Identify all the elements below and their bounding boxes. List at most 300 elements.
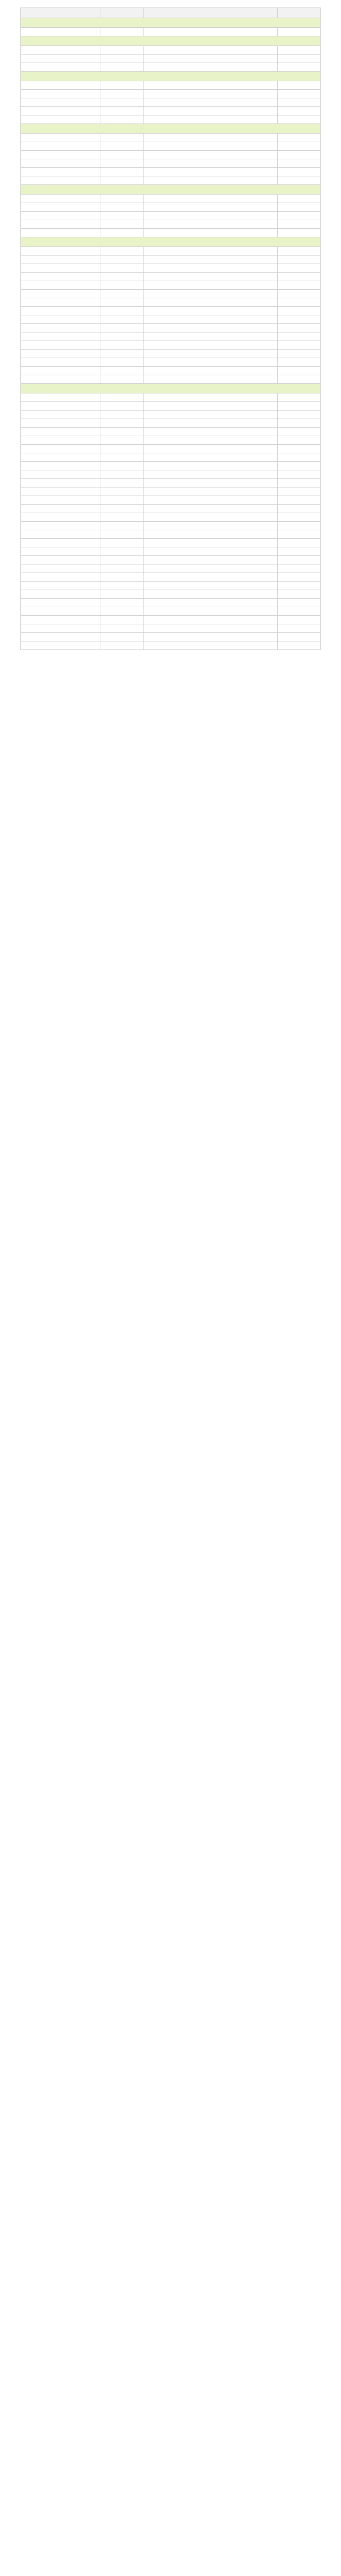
cell-status <box>278 522 321 530</box>
cell-name <box>21 445 101 453</box>
table-row <box>21 203 321 212</box>
cell-name <box>21 453 101 462</box>
table-row <box>21 393 321 402</box>
cell-owner <box>101 203 144 212</box>
table-row <box>21 341 321 350</box>
cell-status <box>278 324 321 332</box>
cell-address <box>144 462 278 470</box>
cell-address <box>144 445 278 453</box>
cell-address <box>144 411 278 419</box>
column-header-address <box>144 8 278 18</box>
table-row <box>21 513 321 522</box>
cell-address <box>144 530 278 539</box>
cell-address <box>144 220 278 229</box>
cell-address <box>144 264 278 273</box>
cell-address <box>144 115 278 124</box>
cell-owner <box>101 134 144 142</box>
cell-name <box>21 358 101 367</box>
table-row <box>21 556 321 564</box>
cell-address <box>144 229 278 237</box>
cell-name <box>21 616 101 624</box>
cell-name <box>21 81 101 90</box>
table-row <box>21 273 321 281</box>
cell-name <box>21 462 101 470</box>
cell-owner <box>101 462 144 470</box>
table-row <box>21 90 321 98</box>
table-row <box>21 616 321 624</box>
cell-name <box>21 479 101 488</box>
cell-name <box>21 256 101 264</box>
cell-address <box>144 273 278 281</box>
cell-address <box>144 307 278 315</box>
cell-owner <box>101 641 144 650</box>
cell-owner <box>101 530 144 539</box>
cell-address <box>144 63 278 72</box>
cell-status <box>278 556 321 564</box>
cell-address <box>144 402 278 411</box>
section-title <box>21 384 321 393</box>
cell-owner <box>101 496 144 505</box>
cell-name <box>21 641 101 650</box>
cell-owner <box>101 470 144 479</box>
table-row <box>21 212 321 220</box>
cell-address <box>144 539 278 547</box>
table-row <box>21 281 321 290</box>
cell-owner <box>101 599 144 607</box>
cell-owner <box>101 256 144 264</box>
table-row <box>21 229 321 237</box>
cell-owner <box>101 556 144 564</box>
cell-owner <box>101 168 144 176</box>
cell-name <box>21 633 101 641</box>
cell-owner <box>101 488 144 496</box>
table-row <box>21 55 321 63</box>
cell-owner <box>101 332 144 341</box>
cell-status <box>278 28 321 36</box>
cell-address <box>144 290 278 298</box>
cell-status <box>278 168 321 176</box>
table-row <box>21 220 321 229</box>
table-header <box>21 8 321 18</box>
cell-status <box>278 220 321 229</box>
cell-owner <box>101 315 144 324</box>
cell-name <box>21 624 101 633</box>
cell-owner <box>101 151 144 159</box>
cell-name <box>21 411 101 419</box>
table-row <box>21 151 321 159</box>
cell-name <box>21 107 101 115</box>
table-row <box>21 176 321 185</box>
cell-status <box>278 264 321 273</box>
cell-name <box>21 590 101 599</box>
cell-owner <box>101 607 144 616</box>
cell-owner <box>101 107 144 115</box>
cell-status <box>278 436 321 445</box>
table-row <box>21 428 321 436</box>
cell-name <box>21 350 101 358</box>
cell-name <box>21 229 101 237</box>
cell-status <box>278 513 321 522</box>
cell-status <box>278 582 321 590</box>
cell-address <box>144 624 278 633</box>
section-header <box>21 124 321 134</box>
cell-address <box>144 107 278 115</box>
table-row <box>21 436 321 445</box>
table-row <box>21 358 321 367</box>
cell-owner <box>101 436 144 445</box>
cell-address <box>144 159 278 168</box>
cell-address <box>144 582 278 590</box>
cell-status <box>278 411 321 419</box>
cell-name <box>21 341 101 350</box>
cell-status <box>278 624 321 633</box>
cell-owner <box>101 81 144 90</box>
cell-address <box>144 256 278 264</box>
table-row <box>21 290 321 298</box>
table-row <box>21 256 321 264</box>
cell-address <box>144 203 278 212</box>
cell-status <box>278 488 321 496</box>
column-header-owner <box>101 8 144 18</box>
cell-owner <box>101 142 144 151</box>
cell-status <box>278 256 321 264</box>
cell-owner <box>101 616 144 624</box>
section-title <box>21 237 321 247</box>
cell-owner <box>101 247 144 256</box>
cell-address <box>144 176 278 185</box>
table-row <box>21 247 321 256</box>
cell-status <box>278 81 321 90</box>
table-row <box>21 159 321 168</box>
section-title <box>21 72 321 81</box>
cell-owner <box>101 411 144 419</box>
cell-name <box>21 63 101 72</box>
cell-owner <box>101 428 144 436</box>
cell-address <box>144 419 278 428</box>
cell-name <box>21 522 101 530</box>
cell-address <box>144 522 278 530</box>
cell-name <box>21 55 101 63</box>
cell-owner <box>101 55 144 63</box>
cell-owner <box>101 505 144 513</box>
cell-address <box>144 641 278 650</box>
table-row <box>21 573 321 582</box>
cell-status <box>278 341 321 350</box>
cell-address <box>144 195 278 203</box>
cell-owner <box>101 307 144 315</box>
table-row <box>21 332 321 341</box>
cell-address <box>144 599 278 607</box>
cell-name <box>21 115 101 124</box>
cell-name <box>21 607 101 616</box>
table-row <box>21 264 321 273</box>
cell-name <box>21 307 101 315</box>
cell-address <box>144 607 278 616</box>
cell-owner <box>101 564 144 573</box>
cell-status <box>278 505 321 513</box>
cell-status <box>278 63 321 72</box>
table-row <box>21 445 321 453</box>
cell-owner <box>101 522 144 530</box>
cell-owner <box>101 582 144 590</box>
column-header-status <box>278 8 321 18</box>
cell-name <box>21 513 101 522</box>
cell-name <box>21 488 101 496</box>
cell-name <box>21 281 101 290</box>
cell-name <box>21 159 101 168</box>
cell-status <box>278 107 321 115</box>
cell-address <box>144 134 278 142</box>
cell-owner <box>101 358 144 367</box>
cell-status <box>278 607 321 616</box>
cell-address <box>144 564 278 573</box>
cell-address <box>144 298 278 307</box>
table-row <box>21 590 321 599</box>
cell-owner <box>101 375 144 384</box>
cell-status <box>278 98 321 107</box>
cell-status <box>278 445 321 453</box>
cell-address <box>144 90 278 98</box>
table-row <box>21 547 321 556</box>
cell-name <box>21 419 101 428</box>
cell-status <box>278 590 321 599</box>
cell-status <box>278 315 321 324</box>
cell-owner <box>101 98 144 107</box>
cell-name <box>21 134 101 142</box>
cell-address <box>144 350 278 358</box>
table-row <box>21 419 321 428</box>
cell-name <box>21 402 101 411</box>
cell-name <box>21 539 101 547</box>
table-row <box>21 496 321 505</box>
table-row <box>21 115 321 124</box>
cell-address <box>144 367 278 375</box>
table-row <box>21 168 321 176</box>
cell-owner <box>101 367 144 375</box>
cell-owner <box>101 341 144 350</box>
cell-name <box>21 195 101 203</box>
table-row <box>21 134 321 142</box>
cell-name <box>21 315 101 324</box>
cell-status <box>278 496 321 505</box>
cell-name <box>21 324 101 332</box>
cell-status <box>278 358 321 367</box>
cell-address <box>144 470 278 479</box>
cell-owner <box>101 195 144 203</box>
cell-address <box>144 616 278 624</box>
cell-address <box>144 168 278 176</box>
table-row <box>21 633 321 641</box>
section-header <box>21 72 321 81</box>
cell-address <box>144 81 278 90</box>
cell-status <box>278 212 321 220</box>
section-title <box>21 36 321 46</box>
cell-name <box>21 505 101 513</box>
table-row <box>21 641 321 650</box>
table-row <box>21 28 321 36</box>
cell-name <box>21 290 101 298</box>
cell-status <box>278 530 321 539</box>
cell-address <box>144 505 278 513</box>
section-title <box>21 18 321 28</box>
cell-owner <box>101 547 144 556</box>
cell-address <box>144 332 278 341</box>
cell-status <box>278 115 321 124</box>
cell-address <box>144 28 278 36</box>
cell-name <box>21 151 101 159</box>
cell-name <box>21 530 101 539</box>
column-header-name <box>21 8 101 18</box>
cell-name <box>21 273 101 281</box>
shop-table <box>20 7 321 650</box>
cell-name <box>21 220 101 229</box>
cell-address <box>144 590 278 599</box>
cell-address <box>144 341 278 350</box>
table-row <box>21 488 321 496</box>
table-row <box>21 195 321 203</box>
table-row <box>21 324 321 332</box>
cell-status <box>278 428 321 436</box>
cell-name <box>21 556 101 564</box>
cell-status <box>278 470 321 479</box>
table-row <box>21 315 321 324</box>
cell-status <box>278 350 321 358</box>
cell-status <box>278 547 321 556</box>
cell-name <box>21 375 101 384</box>
table-row <box>21 375 321 384</box>
table-row <box>21 599 321 607</box>
cell-status <box>278 599 321 607</box>
cell-address <box>144 315 278 324</box>
section-header <box>21 36 321 46</box>
cell-address <box>144 488 278 496</box>
cell-name <box>21 470 101 479</box>
table-row <box>21 98 321 107</box>
cell-owner <box>101 220 144 229</box>
cell-status <box>278 142 321 151</box>
table-row <box>21 350 321 358</box>
section-header <box>21 185 321 195</box>
cell-owner <box>101 212 144 220</box>
cell-address <box>144 428 278 436</box>
cell-status <box>278 298 321 307</box>
cell-name <box>21 599 101 607</box>
section-header <box>21 18 321 28</box>
cell-status <box>278 273 321 281</box>
table-row <box>21 307 321 315</box>
cell-owner <box>101 513 144 522</box>
cell-owner <box>101 176 144 185</box>
table-row <box>21 564 321 573</box>
cell-owner <box>101 393 144 402</box>
table-row <box>21 539 321 547</box>
cell-owner <box>101 63 144 72</box>
cell-owner <box>101 633 144 641</box>
table-row <box>21 607 321 616</box>
cell-status <box>278 402 321 411</box>
cell-name <box>21 367 101 375</box>
table-row <box>21 479 321 488</box>
cell-name <box>21 573 101 582</box>
cell-address <box>144 496 278 505</box>
table-row <box>21 46 321 55</box>
cell-name <box>21 564 101 573</box>
cell-owner <box>101 290 144 298</box>
cell-status <box>278 247 321 256</box>
cell-name <box>21 203 101 212</box>
cell-name <box>21 298 101 307</box>
table-row <box>21 298 321 307</box>
cell-status <box>278 151 321 159</box>
cell-owner <box>101 115 144 124</box>
cell-address <box>144 633 278 641</box>
cell-address <box>144 436 278 445</box>
cell-name <box>21 212 101 220</box>
cell-address <box>144 55 278 63</box>
cell-status <box>278 159 321 168</box>
table-row <box>21 470 321 479</box>
table-row <box>21 582 321 590</box>
cell-status <box>278 564 321 573</box>
table-row <box>21 411 321 419</box>
cell-name <box>21 428 101 436</box>
cell-address <box>144 324 278 332</box>
cell-status <box>278 616 321 624</box>
cell-address <box>144 247 278 256</box>
cell-name <box>21 582 101 590</box>
cell-name <box>21 332 101 341</box>
cell-status <box>278 46 321 55</box>
cell-owner <box>101 298 144 307</box>
cell-address <box>144 358 278 367</box>
cell-status <box>278 573 321 582</box>
cell-owner <box>101 324 144 332</box>
table-row <box>21 624 321 633</box>
cell-status <box>278 332 321 341</box>
cell-status <box>278 55 321 63</box>
cell-status <box>278 134 321 142</box>
cell-owner <box>101 90 144 98</box>
cell-status <box>278 290 321 298</box>
cell-name <box>21 168 101 176</box>
cell-owner <box>101 273 144 281</box>
cell-owner <box>101 445 144 453</box>
cell-address <box>144 513 278 522</box>
cell-status <box>278 479 321 488</box>
cell-name <box>21 436 101 445</box>
cell-name <box>21 496 101 505</box>
cell-owner <box>101 159 144 168</box>
cell-status <box>278 462 321 470</box>
cell-status <box>278 393 321 402</box>
cell-owner <box>101 453 144 462</box>
section-title <box>21 185 321 195</box>
cell-address <box>144 573 278 582</box>
cell-name <box>21 247 101 256</box>
cell-address <box>144 98 278 107</box>
table-row <box>21 530 321 539</box>
cell-name <box>21 90 101 98</box>
cell-name <box>21 547 101 556</box>
table-row <box>21 81 321 90</box>
cell-name <box>21 264 101 273</box>
table-row <box>21 453 321 462</box>
section-header <box>21 384 321 393</box>
cell-status <box>278 203 321 212</box>
cell-address <box>144 556 278 564</box>
cell-status <box>278 419 321 428</box>
cell-owner <box>101 46 144 55</box>
